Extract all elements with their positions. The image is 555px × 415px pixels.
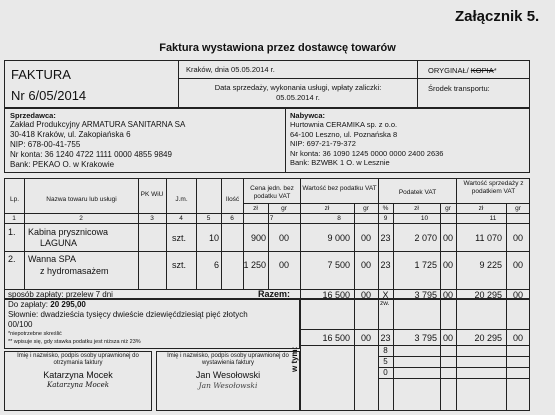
row-price-zl: 900 (250, 233, 266, 243)
buyer-heading: Nabywca: (290, 111, 326, 120)
rate-breakdown (300, 299, 530, 411)
sub-gr: gr (515, 205, 521, 212)
sale-date-label: Data sprzedaży, wykonania usługi, wpłaty zaliczki: (214, 83, 382, 92)
col-number: 4 (179, 215, 183, 222)
receiver-label: Imię i nazwisko, podpis osoby uprawnionej do otrzymania faktury (17, 353, 139, 366)
row-vat-gr: 00 (442, 233, 453, 243)
row-net-zl: 7 500 (327, 260, 350, 270)
seller-heading: Sprzedawca: (10, 111, 56, 120)
col-net-value-header: Wartość bez podatku VAT (302, 185, 377, 192)
col-number: 8 (337, 215, 341, 222)
rate-label: zw. (380, 300, 390, 307)
row-lp: 2. (8, 254, 16, 264)
seller-line: NIP: 678-00-41-755 (10, 140, 81, 149)
words-line: 00/100 (8, 320, 33, 329)
rate23-net-zl: 16 500 (322, 333, 350, 343)
row-unit: szt. (172, 233, 187, 243)
sub-pct: % (382, 205, 389, 212)
col-number: 2 (79, 215, 83, 222)
to-pay-value: 20 295,00 (50, 300, 86, 309)
rate23-vat-gr: 00 (442, 333, 453, 343)
col-pkwiu-header: PK WiU (140, 191, 164, 198)
rate23-gross-zl: 20 295 (474, 333, 502, 343)
row-qty: 6 (213, 260, 219, 270)
rate-label: 5 (383, 357, 388, 366)
seller-line: Zakład Produkcyjny ARMATURA SANITARNA SA (10, 120, 186, 129)
rate23-net-gr: 00 (360, 333, 371, 343)
total-vat-zl: 3 795 (414, 290, 437, 300)
rate-label: 8 (383, 346, 388, 355)
original-label: ORYGINAŁ/ (428, 66, 471, 75)
row-name: Kabina prysznicowa (28, 227, 109, 237)
row-unit: szt. (172, 260, 187, 270)
col-vat-header: Podatek VAT (398, 189, 437, 196)
row-price-gr: 00 (278, 233, 289, 243)
sub-zl: zł (478, 205, 484, 212)
buyer-line: Hurtownia CERAMIKA sp. z o.o. (290, 120, 398, 129)
col-qty-header: Ilość (225, 196, 240, 203)
receiver-name: Katarzyna Mocek (43, 370, 113, 380)
total-net-gr: 00 (360, 290, 371, 300)
row-name: Wanna SPA (28, 254, 77, 264)
copy-label: KOPIA (470, 66, 494, 75)
sub-zl: zł (414, 205, 419, 212)
col-number: 6 (230, 215, 234, 222)
buyer-details (290, 120, 443, 168)
place-date: Kraków, dnia 05.05.2014 r. (186, 65, 275, 74)
attachment-label: Załącznik 5. (455, 8, 540, 25)
col-jm-header: J.m. (175, 196, 188, 203)
row-gross-zl: 9 225 (479, 260, 502, 270)
col-gross-header: Wartość sprzedaży z podatkiem VAT (463, 180, 524, 195)
total-pct: X (382, 290, 389, 300)
footnote: ** wpisuje się, gdy stawka podatku jest niższa niż 23% (8, 339, 141, 345)
total-gross-zl: 20 295 (474, 290, 502, 300)
rate-label: 23 (380, 333, 391, 343)
col-number: 11 (489, 215, 497, 222)
rate-label: 0 (383, 368, 388, 377)
amount-in-words (8, 310, 248, 330)
seller-line: Nr konta: 36 1240 4722 1111 0000 4855 9849 (10, 150, 172, 159)
row-net-gr: 00 (360, 233, 371, 243)
sub-gr: gr (363, 205, 369, 212)
issuer-name: Jan Wesołowski (195, 370, 261, 380)
issuer-signature: Jan Wesołowski (198, 381, 258, 390)
col-number: 5 (206, 215, 211, 222)
to-pay-label: Do zapłaty: (8, 300, 49, 309)
col-number: 3 (150, 215, 154, 222)
row-qty: 10 (208, 233, 219, 243)
row-net-gr: 00 (360, 260, 371, 270)
original-copy (428, 66, 497, 75)
total-label: Razem: (258, 289, 291, 299)
row-name: z hydromasażem (40, 266, 109, 276)
col-unit-price-header: Cena jedn. bez podatku VAT (250, 185, 294, 200)
row-gross-zl: 11 070 (475, 233, 502, 243)
issuer-label: Imię i nazwisko, podpis osoby uprawnionej do wystawienia faktury (167, 353, 289, 366)
receiver-signature: Katarzyna Mocek (47, 381, 109, 389)
seller-line: Bank: PEKAO O. w Krakowie (10, 160, 115, 169)
col-number: 10 (420, 215, 429, 222)
sale-date: 05.05.2014 r. (276, 93, 320, 102)
col-number: 1 (12, 215, 16, 222)
row-vat-zl: 2 070 (414, 233, 437, 243)
row-net-zl: 9 000 (327, 233, 350, 243)
row-vat-zl: 1 725 (414, 260, 437, 270)
transport-label: Środek transportu: (428, 84, 490, 93)
rate23-vat-zl: 3 795 (414, 333, 437, 343)
seller-details (10, 120, 185, 170)
row-price-gr: 00 (278, 260, 289, 270)
page-title: Faktura wystawiona przez dostawcę towarów (159, 42, 396, 54)
row-gross-gr: 00 (512, 260, 523, 270)
col-lp-header: Lp. (9, 196, 20, 203)
col-number: 7 (269, 215, 274, 222)
col-number: 9 (383, 215, 388, 222)
copy-star: * (493, 66, 497, 75)
buyer-line: 64-100 Leszno, ul. Poznańska 8 (290, 129, 398, 139)
row-name: LAGUNA (40, 238, 78, 248)
to-pay (8, 300, 86, 309)
total-vat-gr: 00 (442, 290, 453, 300)
row-gross-gr: 00 (512, 233, 523, 243)
sub-zl: zł (324, 205, 330, 212)
invoice-number: Nr 6/05/2014 (11, 88, 87, 103)
sub-gr: gr (281, 205, 287, 212)
total-gross-gr: 00 (512, 290, 523, 300)
payment-method: sposób zapłaty: przelew 7 dni (8, 290, 113, 299)
row-price-zl: 1 250 (243, 260, 266, 270)
invoice-type: FAKTURA (11, 67, 71, 82)
row-lp: 1. (8, 227, 16, 237)
rate23-gross-gr: 00 (512, 333, 523, 343)
col-name-header: Nazwa towaru lub usługi (46, 196, 117, 203)
words-line: Słownie: dwadzieścia tysięcy dwieście dziewięćdziesiąt pięć złotych (8, 310, 248, 319)
footnote: *niepotrzebne skreślić (8, 331, 62, 337)
buyer-line: Bank: BZWBK 1 O. w Lesznie (290, 158, 390, 167)
seller-line: 30-418 Kraków, ul. Zakopiańska 6 (10, 130, 131, 139)
sub-gr: gr (445, 205, 451, 212)
total-net-zl: 16 500 (322, 290, 350, 300)
buyer-line: NIP: 697-21-79-372 (290, 139, 356, 148)
row-vat-gr: 00 (442, 260, 453, 270)
in-that-label: w tym: (290, 346, 299, 372)
row-vat-pct: 23 (380, 233, 391, 243)
row-vat-pct: 23 (380, 260, 391, 270)
sub-zl: zł (253, 205, 258, 212)
buyer-line: Nr konta: 36 1090 1245 0000 0000 2400 2636 (290, 148, 444, 158)
